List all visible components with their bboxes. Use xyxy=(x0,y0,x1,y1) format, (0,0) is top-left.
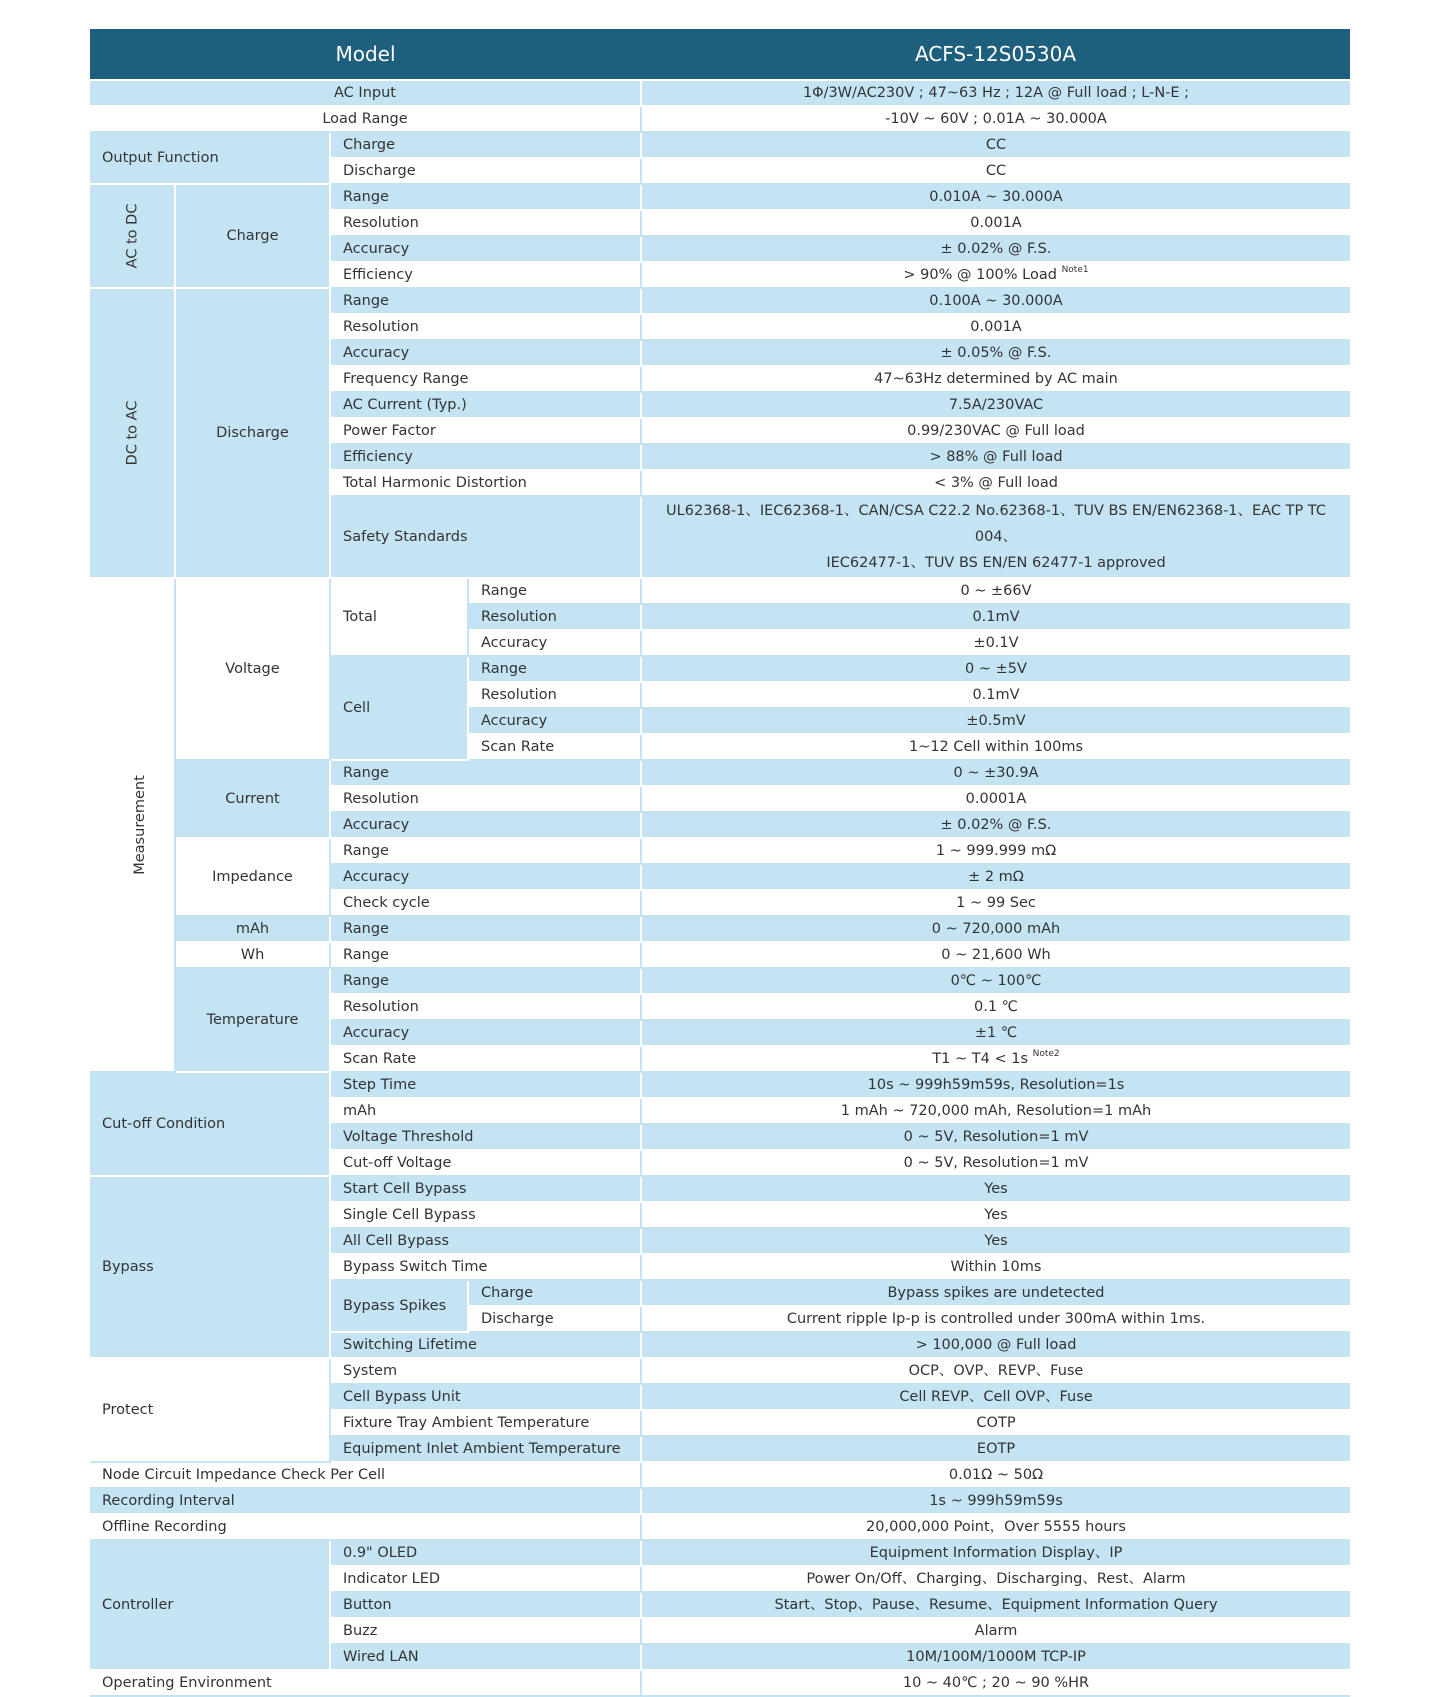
spec-value: ±1 ℃ xyxy=(641,1020,1350,1046)
spec-label: Accuracy xyxy=(330,236,641,262)
ac-to-dc-row xyxy=(90,184,1350,210)
output-discharge-value: CC xyxy=(641,158,1350,184)
spec-value: ± 0.02% @ F.S. xyxy=(641,812,1350,838)
spec-value: 0.0001A xyxy=(641,786,1350,812)
spec-value: ±0.5mV xyxy=(641,708,1350,734)
spec-value: ± 0.02% @ F.S. xyxy=(641,236,1350,262)
spec-label: Step Time xyxy=(330,1072,641,1098)
dc-to-ac-text: DC to AC xyxy=(123,400,140,466)
spec-label: Resolution xyxy=(330,994,641,1020)
spec-label: Accuracy xyxy=(468,630,641,656)
spec-value: Alarm xyxy=(641,1618,1350,1644)
spec-label: System xyxy=(330,1358,641,1384)
model-value: ACFS-12S0530A xyxy=(641,29,1350,80)
ac-input-row xyxy=(90,80,1350,106)
spec-value: 0 ~ 5V, Resolution=1 mV xyxy=(641,1124,1350,1150)
recording-interval-value: 1s ~ 999h59m59s xyxy=(641,1488,1350,1514)
temperature-label: Temperature xyxy=(175,968,330,1072)
spec-value: ±0.1V xyxy=(641,630,1350,656)
offline-recording-value: 20,000,000 Point，Over 5555 hours xyxy=(641,1514,1350,1540)
recording-interval-row xyxy=(90,1488,1350,1514)
model-label: Model xyxy=(90,29,641,80)
bypass-spikes-label: Bypass Spikes xyxy=(330,1280,468,1332)
cutoff-label: Cut-off Condition xyxy=(90,1072,330,1176)
spec-value: > 88% @ Full load xyxy=(641,444,1350,470)
safety-label: Safety Standards xyxy=(330,496,641,578)
spec-label: Accuracy xyxy=(468,708,641,734)
spec-label: Voltage Threshold xyxy=(330,1124,641,1150)
spec-value: Equipment Information Display、IP xyxy=(641,1540,1350,1566)
spec-label: Range xyxy=(330,968,641,994)
voltage-total-label: Total xyxy=(330,578,468,656)
spec-label: Efficiency xyxy=(330,444,641,470)
spec-label: AC Current (Typ.) xyxy=(330,392,641,418)
node-check-value: 0.01Ω ~ 50Ω xyxy=(641,1462,1350,1488)
offline-recording-row xyxy=(90,1514,1350,1540)
spec-label: Switching Lifetime xyxy=(330,1332,641,1358)
ac-to-dc-text: AC to DC xyxy=(123,203,140,269)
note-marker: Note2 xyxy=(1032,1049,1060,1059)
spec-value: Start、Stop、Pause、Resume、Equipment Information Query xyxy=(641,1592,1350,1618)
spec-value: Yes xyxy=(641,1202,1350,1228)
load-range-label: Load Range xyxy=(90,106,641,132)
dc-to-ac-row xyxy=(90,288,1350,314)
output-function-row xyxy=(90,132,1350,158)
spec-value: 47~63Hz determined by AC main xyxy=(641,366,1350,392)
spec-label: Fixture Tray Ambient Temperature xyxy=(330,1410,641,1436)
spec-value: > 100,000 @ Full load xyxy=(641,1332,1350,1358)
spec-value: 0 ~ ±5V xyxy=(641,656,1350,682)
bypass-label: Bypass xyxy=(90,1176,330,1358)
operating-env-value: 10 ~ 40℃ ; 20 ~ 90 %HR xyxy=(641,1670,1350,1696)
protect-row xyxy=(90,1358,1350,1384)
efficiency-text: > 90% @ 100% Load xyxy=(903,267,1057,283)
spec-value: Current ripple Ip-p is controlled under 300mA within 1ms. xyxy=(641,1306,1350,1332)
spec-value: 0 ~ 21,600 Wh xyxy=(641,942,1350,968)
current-row xyxy=(90,760,1350,786)
spec-label: Range xyxy=(330,942,641,968)
spec-value: 0.1mV xyxy=(641,604,1350,630)
header-row xyxy=(90,29,1350,80)
spec-value: COTP xyxy=(641,1410,1350,1436)
spec-value: 0 ~ 5V, Resolution=1 mV xyxy=(641,1150,1350,1176)
controller-row xyxy=(90,1540,1350,1566)
dc-to-ac-label xyxy=(90,288,175,578)
spec-label: Accuracy xyxy=(330,812,641,838)
spec-label: Bypass Switch Time xyxy=(330,1254,641,1280)
spec-value: ± 0.05% @ F.S. xyxy=(641,340,1350,366)
node-check-label: Node Circuit Impedance Check Per Cell xyxy=(90,1462,641,1488)
load-range-value: -10V ~ 60V ; 0.01A ~ 30.000A xyxy=(641,106,1350,132)
spec-label: Accuracy xyxy=(330,340,641,366)
ac-input-label: AC Input xyxy=(90,80,641,106)
output-discharge-label: Discharge xyxy=(330,158,641,184)
spec-value: EOTP xyxy=(641,1436,1350,1462)
spec-label: mAh xyxy=(330,1098,641,1124)
load-range-row xyxy=(90,106,1350,132)
measurement-label xyxy=(90,578,175,1072)
spec-value: 0.100A ~ 30.000A xyxy=(641,288,1350,314)
voltage-cell-label: Cell xyxy=(330,656,468,760)
spec-value: Bypass spikes are undetected xyxy=(641,1280,1350,1306)
spec-label: Range xyxy=(330,760,641,786)
spec-value: 0.010A ~ 30.000A xyxy=(641,184,1350,210)
spec-value: 10s ~ 999h59m59s, Resolution=1s xyxy=(641,1072,1350,1098)
operating-env-row xyxy=(90,1670,1350,1696)
spec-value: 0.001A xyxy=(641,210,1350,236)
spec-label: Range xyxy=(330,288,641,314)
spec-value xyxy=(641,1046,1350,1072)
temperature-row xyxy=(90,968,1350,994)
spec-label: Check cycle xyxy=(330,890,641,916)
spec-label: Discharge xyxy=(468,1306,641,1332)
bypass-row xyxy=(90,1176,1350,1202)
spec-label: Single Cell Bypass xyxy=(330,1202,641,1228)
spec-label: Wired LAN xyxy=(330,1644,641,1670)
spec-label: Frequency Range xyxy=(330,366,641,392)
ac-to-dc-group: Charge xyxy=(175,184,330,288)
controller-label: Controller xyxy=(90,1540,330,1670)
spec-label: Accuracy xyxy=(330,864,641,890)
output-charge-label: Charge xyxy=(330,132,641,158)
spec-label: Resolution xyxy=(330,314,641,340)
spec-value: 1 ~ 99 Sec xyxy=(641,890,1350,916)
note-marker: Note1 xyxy=(1061,265,1089,275)
safety-line-2: IEC62477-1、TUV BS EN/EN 62477-1 approved xyxy=(826,555,1166,571)
spec-label: Range xyxy=(330,184,641,210)
spec-value: 0.001A xyxy=(641,314,1350,340)
spec-label: Buzz xyxy=(330,1618,641,1644)
spec-label: Range xyxy=(330,916,641,942)
spec-label: All Cell Bypass xyxy=(330,1228,641,1254)
impedance-row xyxy=(90,838,1350,864)
dc-to-ac-group: Discharge xyxy=(175,288,330,578)
spec-value: 0.1mV xyxy=(641,682,1350,708)
wh-row xyxy=(90,942,1350,968)
spec-value: 10M/100M/1000M TCP-IP xyxy=(641,1644,1350,1670)
measurement-text: Measurement xyxy=(131,775,148,875)
spec-label: Start Cell Bypass xyxy=(330,1176,641,1202)
spec-value: 0.99/230VAC @ Full load xyxy=(641,418,1350,444)
spec-label: Cut-off Voltage xyxy=(330,1150,641,1176)
spec-label: Accuracy xyxy=(330,1020,641,1046)
spec-value: 1 mAh ~ 720,000 mAh, Resolution=1 mAh xyxy=(641,1098,1350,1124)
offline-recording-label: Offline Recording xyxy=(90,1514,641,1540)
output-charge-value: CC xyxy=(641,132,1350,158)
spec-label: Scan Rate xyxy=(330,1046,641,1072)
cutoff-row xyxy=(90,1072,1350,1098)
current-label: Current xyxy=(175,760,330,838)
scan-rate-text: T1 ~ T4 < 1s xyxy=(932,1051,1029,1067)
voltage-label: Voltage xyxy=(175,578,330,760)
spec-value: < 3% @ Full load xyxy=(641,470,1350,496)
impedance-label: Impedance xyxy=(175,838,330,916)
spec-value: 0 ~ ±66V xyxy=(641,578,1350,604)
spec-label: Resolution xyxy=(468,682,641,708)
spec-label: Range xyxy=(468,656,641,682)
recording-interval-label: Recording Interval xyxy=(90,1488,641,1514)
spec-label: 0.9" OLED xyxy=(330,1540,641,1566)
spec-label: Resolution xyxy=(330,786,641,812)
spec-value: Cell REVP、Cell OVP、Fuse xyxy=(641,1384,1350,1410)
spec-value: OCP、OVP、REVP、Fuse xyxy=(641,1358,1350,1384)
spec-value: 0℃ ~ 100℃ xyxy=(641,968,1350,994)
ac-to-dc-label xyxy=(90,184,175,288)
spec-value: 7.5A/230VAC xyxy=(641,392,1350,418)
spec-label: Total Harmonic Distortion xyxy=(330,470,641,496)
output-function-label: Output Function xyxy=(90,132,330,184)
spec-value: ± 2 mΩ xyxy=(641,864,1350,890)
operating-env-label: Operating Environment xyxy=(90,1670,641,1696)
protect-label: Protect xyxy=(90,1358,330,1462)
voltage-row xyxy=(90,578,1350,604)
safety-value xyxy=(641,496,1350,578)
spec-label: Range xyxy=(330,838,641,864)
safety-line-1: UL62368-1、IEC62368-1、CAN/CSA C22.2 No.62368-1、TUV BS EN/EN62368-1、EAC TP TC 004、 xyxy=(666,503,1326,545)
spec-label: Cell Bypass Unit xyxy=(330,1384,641,1410)
spec-value: Power On/Off、Charging、Discharging、Rest、Alarm xyxy=(641,1566,1350,1592)
spec-value: Yes xyxy=(641,1176,1350,1202)
spec-value: 1~12 Cell within 100ms xyxy=(641,734,1350,760)
ac-input-value: 1Φ/3W/AC230V ; 47~63 Hz ; 12A @ Full load ; L-N-E ; xyxy=(641,80,1350,106)
spec-value: 0 ~ 720,000 mAh xyxy=(641,916,1350,942)
spec-value xyxy=(641,262,1350,288)
spec-label: Range xyxy=(468,578,641,604)
wh-label: Wh xyxy=(175,942,330,968)
spec-table xyxy=(90,29,1350,1697)
mah-label: mAh xyxy=(175,916,330,942)
spec-label: Indicator LED xyxy=(330,1566,641,1592)
spec-label: Power Factor xyxy=(330,418,641,444)
spec-value: 0.1 ℃ xyxy=(641,994,1350,1020)
spec-label: Efficiency xyxy=(330,262,641,288)
mah-row xyxy=(90,916,1350,942)
spec-value: Yes xyxy=(641,1228,1350,1254)
spec-value: Within 10ms xyxy=(641,1254,1350,1280)
spec-label: Resolution xyxy=(468,604,641,630)
spec-label: Charge xyxy=(468,1280,641,1306)
spec-value: 0 ~ ±30.9A xyxy=(641,760,1350,786)
spec-label: Button xyxy=(330,1592,641,1618)
spec-label: Scan Rate xyxy=(468,734,641,760)
spec-label: Equipment Inlet Ambient Temperature xyxy=(330,1436,641,1462)
node-check-row xyxy=(90,1462,1350,1488)
spec-value: 1 ~ 999.999 mΩ xyxy=(641,838,1350,864)
spec-label: Resolution xyxy=(330,210,641,236)
